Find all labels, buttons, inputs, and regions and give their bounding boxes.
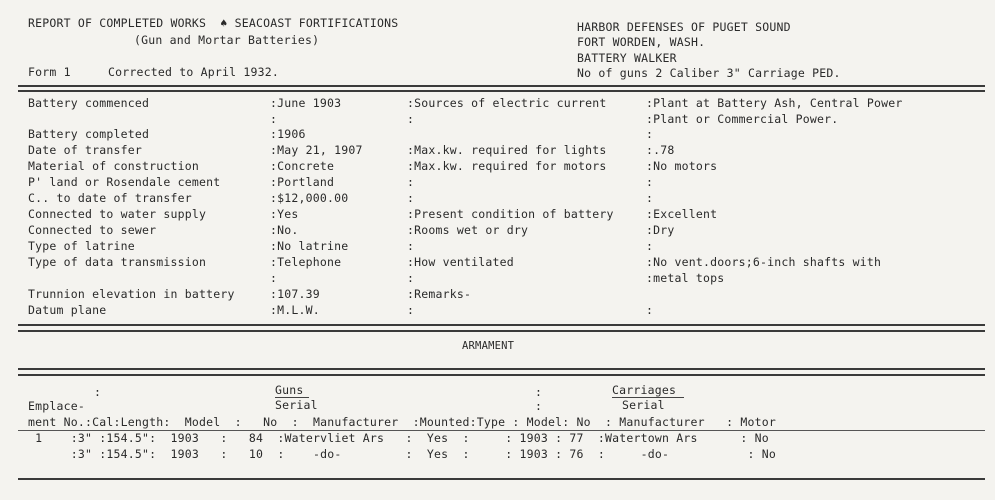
corrected-date: Corrected to April 1932. [108, 65, 279, 79]
detail-label: Battery completed [28, 127, 150, 141]
top-rule-1 [18, 85, 985, 87]
detail-value: :Concrete [270, 159, 335, 173]
emplacement-label: Emplace- [28, 399, 85, 413]
detail-value: :1906 [270, 127, 306, 141]
armament-rule-1 [18, 368, 985, 370]
detail-value: :Portland [270, 175, 335, 189]
detail-value: :Telephone [270, 255, 342, 269]
armament-column-headers: ment No.:Cal:Length: Model : No : Manufacturer :Mounted:Type : Model: No : Manufacturer : Motor [28, 415, 776, 429]
detail-value: : [646, 175, 654, 189]
fort-name: FORT WORDEN, WASH. [577, 35, 706, 49]
harbor-defenses: HARBOR DEFENSES OF PUGET SOUND [577, 20, 791, 34]
detail-value: : [270, 112, 278, 126]
detail-value: : [646, 191, 654, 205]
detail-label: : [407, 175, 415, 189]
detail-label: : [407, 271, 415, 285]
detail-value: :Excellent [646, 207, 718, 221]
mid-rule-2 [18, 330, 985, 332]
battery-name: BATTERY WALKER [577, 51, 677, 65]
colon-marker: : [535, 385, 543, 399]
guns-caliber-line: No of guns 2 Caliber 3" Carriage PED. [577, 66, 841, 80]
detail-label: Datum plane [28, 303, 107, 317]
colon-marker: : [94, 385, 102, 399]
detail-value: : [646, 303, 654, 317]
detail-label: :Max.kw. required for motors [407, 159, 607, 173]
detail-value: :M.L.W. [270, 303, 320, 317]
detail-label: : [407, 191, 415, 205]
detail-value: :May 21, 1907 [270, 143, 363, 157]
detail-value: :Yes [270, 207, 299, 221]
guns-heading: Guns [275, 383, 304, 397]
detail-label: Connected to water supply [28, 207, 207, 221]
detail-label: :Present condition of battery [407, 207, 614, 221]
detail-label: Connected to sewer [28, 223, 157, 237]
detail-label: Trunnion elevation in battery [28, 287, 235, 301]
detail-value: : [646, 239, 654, 253]
detail-value: :No vent.doors;6-inch shafts with [646, 255, 882, 269]
detail-value: :$12,000.00 [270, 191, 349, 205]
top-rule-2 [18, 90, 985, 92]
detail-value: : [270, 271, 278, 285]
detail-value: :No. [270, 223, 299, 237]
armament-heading: ARMAMENT [462, 340, 515, 352]
armament-rule-2 [18, 374, 985, 376]
armament-row: 1 :3" :154.5": 1903 : 84 :Watervliet Ars : Yes : : 1903 : 77 :Watertown Ars : No [28, 431, 769, 445]
detail-label: Date of transfer [28, 143, 142, 157]
detail-label: : [407, 112, 415, 126]
detail-value: :.78 [646, 143, 675, 157]
detail-label: Type of latrine [28, 239, 135, 253]
mid-rule-1 [18, 324, 985, 326]
detail-label: :How ventilated [407, 255, 514, 269]
detail-label: Type of data transmission [28, 255, 207, 269]
detail-label: :Sources of electric current [407, 96, 607, 110]
detail-value: :No latrine [270, 239, 349, 253]
detail-label: : [407, 239, 415, 253]
carriages-serial-heading: Serial [622, 398, 665, 412]
armament-row: :3" :154.5": 1903 : 10 : -do- : Yes : : 1903 : 76 : -do- : No [28, 447, 776, 461]
detail-value: : [646, 127, 654, 141]
detail-value: :Plant at Battery Ash, Central Power [646, 96, 903, 110]
guns-serial-heading: Serial [275, 398, 318, 412]
detail-value: :107.39 [270, 287, 320, 301]
detail-label: Material of construction [28, 159, 199, 173]
detail-label: : [407, 303, 415, 317]
detail-value: :metal tops [646, 271, 725, 285]
form-number: Form 1 [28, 65, 71, 79]
bottom-rule [18, 478, 985, 480]
detail-value: :No motors [646, 159, 718, 173]
carriages-heading: Carriages [612, 383, 677, 397]
detail-label: :Rooms wet or dry [407, 223, 529, 237]
detail-value: :Dry [646, 223, 675, 237]
detail-value: :June 1903 [270, 96, 342, 110]
report-subtitle: (Gun and Mortar Batteries) [134, 33, 320, 47]
detail-label: Battery commenced [28, 96, 150, 110]
report-title: REPORT OF COMPLETED WORKS ♠ SEACOAST FORTIFICATIONS [28, 16, 399, 30]
detail-label: :Max.kw. required for lights [407, 143, 607, 157]
detail-label: P' land or Rosendale cement [28, 175, 221, 189]
colon-marker: : [535, 399, 543, 413]
detail-label: :Remarks- [407, 287, 472, 301]
detail-value: :Plant or Commercial Power. [646, 112, 839, 126]
detail-label: C.. to date of transfer [28, 191, 192, 205]
